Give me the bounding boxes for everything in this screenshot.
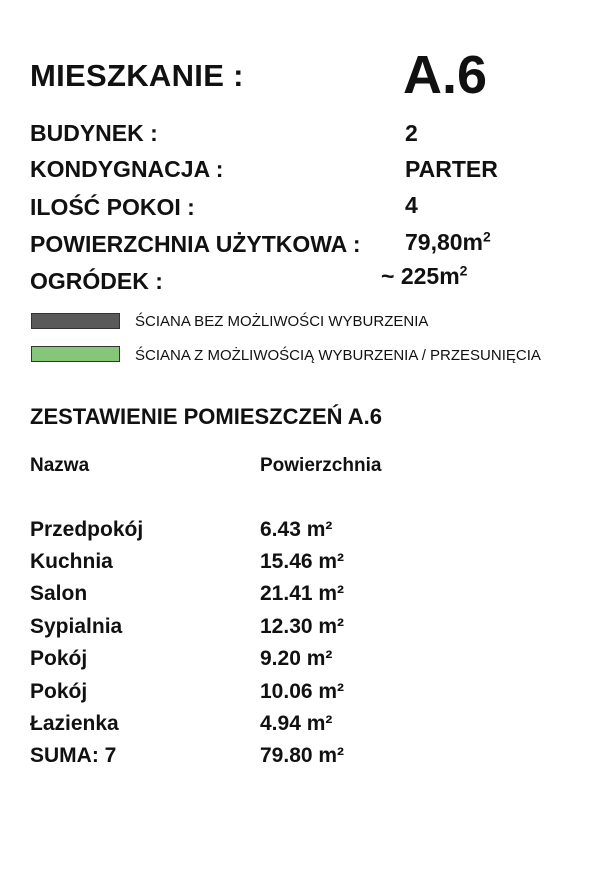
usable-area-number: 79,80m <box>405 229 484 255</box>
garden-label: OGRÓDEK : <box>30 268 163 294</box>
table-row-area: 12.30 m² <box>260 615 345 638</box>
legend-swatch-removable-wall <box>31 346 120 362</box>
table-row-name: Pokój <box>30 680 88 703</box>
legend-label-load-bearing-wall: ŚCIANA BEZ MOŻLIWOŚCI WYBURZENIA <box>135 313 429 330</box>
column-header-name: Nazwa <box>30 455 90 476</box>
table-row-area: 15.46 m² <box>260 550 345 573</box>
garden-area-number: ~ 225m <box>381 263 460 289</box>
building-label: BUDYNEK : <box>30 120 158 146</box>
table-row-name: Pokój <box>30 647 88 670</box>
usable-area-value <box>405 229 491 256</box>
table-row-name: Łazienka <box>30 712 119 735</box>
legend-swatch-load-bearing-wall <box>31 313 120 329</box>
usable-area-label: POWIERZCHNIA UŻYTKOWA : <box>30 231 361 257</box>
table-row-name: Sypialnia <box>30 615 123 638</box>
floor-value: PARTER <box>405 156 498 182</box>
table-row-area: 21.41 m² <box>260 582 345 605</box>
floor-label: KONDYGNACJA : <box>30 156 224 182</box>
table-row-area: 10.06 m² <box>260 680 345 703</box>
legend-label-removable-wall: ŚCIANA Z MOŻLIWOŚCIĄ WYBURZENIA / PRZESUNIĘCIA <box>135 347 541 364</box>
usable-area-unit-exponent: 2 <box>483 228 491 245</box>
apartment-label: MIESZKANIE : <box>30 58 244 93</box>
table-row-area: 9.20 m² <box>260 647 333 670</box>
apartment-code: A.6 <box>403 45 488 105</box>
rooms-count-value: 4 <box>405 192 418 218</box>
table-row-name: Salon <box>30 582 88 605</box>
building-value: 2 <box>405 120 418 146</box>
table-total-name: SUMA: 7 <box>30 744 117 767</box>
garden-value <box>381 263 467 290</box>
garden-area-unit-exponent: 2 <box>459 262 468 279</box>
rooms-count-label: ILOŚĆ POKOI : <box>30 194 195 220</box>
table-row-name: Przedpokój <box>30 518 144 541</box>
table-row-area: 6.43 m² <box>260 518 333 541</box>
table-row-area: 4.94 m² <box>260 712 333 735</box>
room-schedule-title: ZESTAWIENIE POMIESZCZEŃ A.6 <box>30 404 383 429</box>
table-total-area: 79.80 m² <box>260 744 345 767</box>
table-row-name: Kuchnia <box>30 550 113 573</box>
column-header-area: Powierzchnia <box>260 455 382 476</box>
